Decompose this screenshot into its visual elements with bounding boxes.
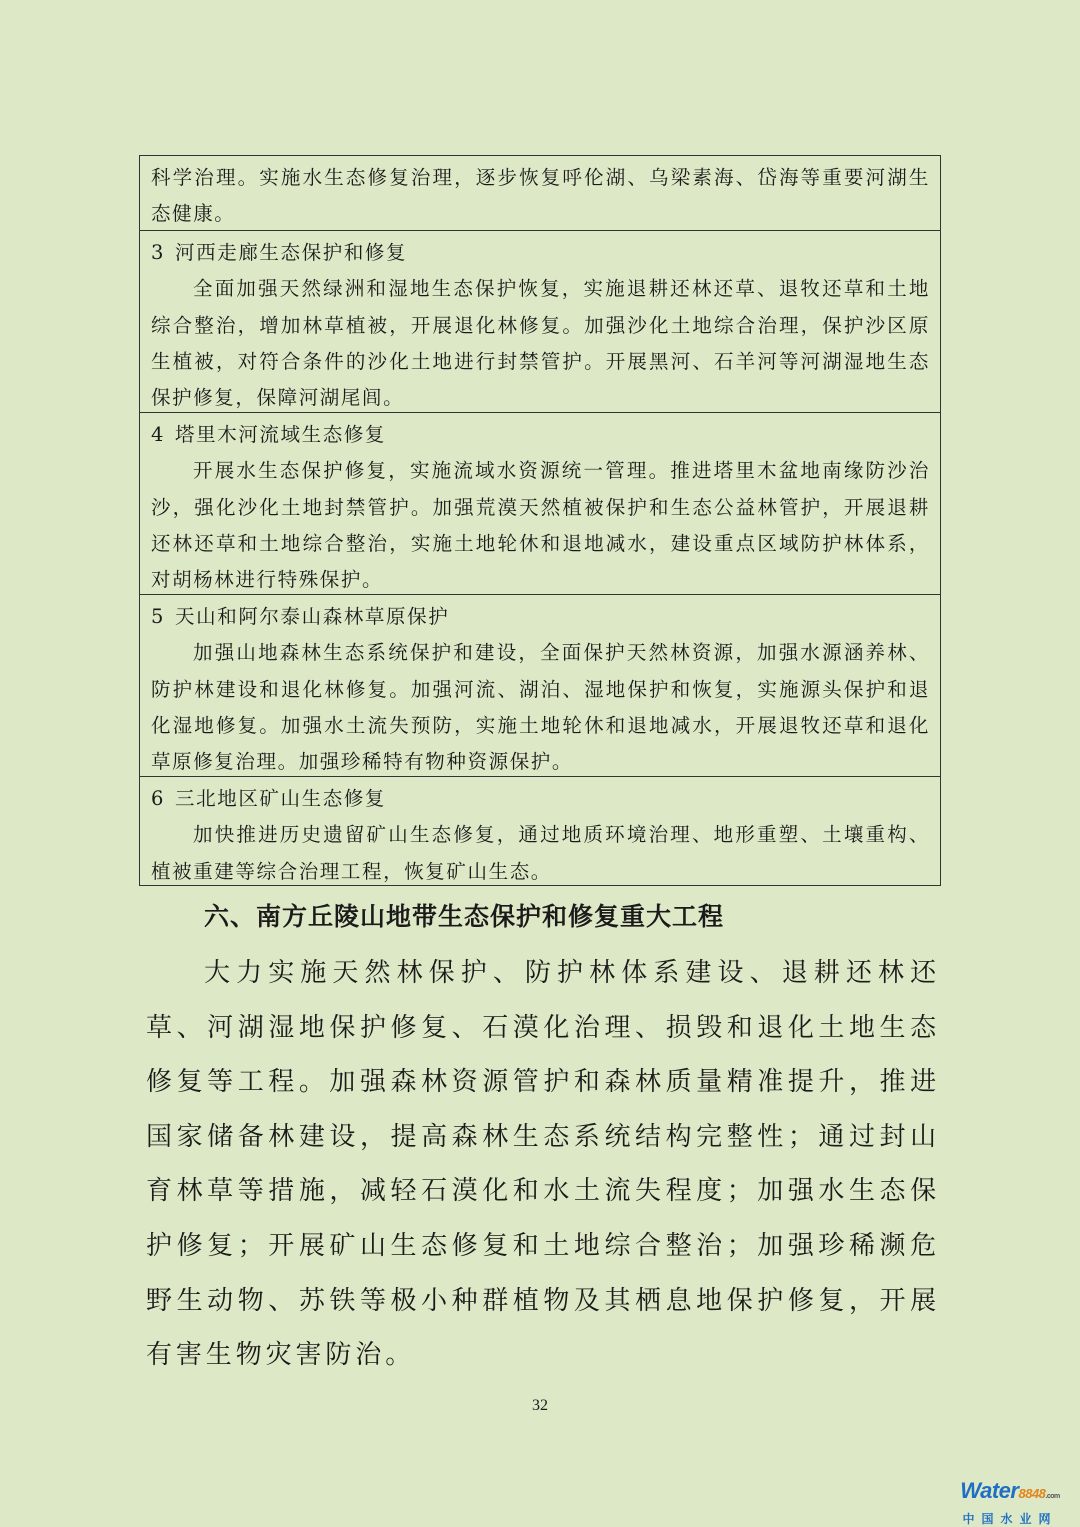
row-title: 5 天山和阿尔泰山森林草原保护 (151, 605, 450, 628)
section-paragraph: 大力实施天然林保护、防护林体系建设、退耕还林还草、河湖湿地保护修复、石漠化治理、损毁和退化土地生态修复等工程。加强森林资源管护和森林质量精准提升，推进国家储备林建设，提高森林生态系统结构完整性；通过封山育林草等措施，减轻石漠化和水土流失程度；加强水生态保护修复；开展矿山生态修复和土地综合整治；加强珍稀濒危野生动物、苏铁等极小种群植物及其栖息地保护修复，开展有害生物灾害防治。 (146, 958, 940, 1371)
project-table (139, 155, 941, 886)
row-title: 4 塔里木河流域生态修复 (151, 423, 387, 446)
watermark-logo-text: Water8848.com (960, 1478, 1060, 1503)
table-row (140, 776, 940, 885)
watermark-subtitle: 中国水业网 (962, 1512, 1058, 1526)
row-title: 3 河西走廊生态保护和修复 (151, 241, 408, 264)
page-number: 32 (532, 1397, 548, 1414)
row-title: 6 三北地区矿山生态修复 (151, 787, 387, 810)
table-row (140, 230, 940, 412)
row-body: 加强山地森林生态系统保护和建设，全面保护天然林资源，加强水源涵养林、防护林建设和退化林修复。加强河流、湖泊、湿地保护和恢复，实施源头保护和退化湿地修复。加强水土流失预防，实施土地轮休和退地减水，开展退牧还草和退化草原修复治理。加强珍稀特有物种资源保护。 (151, 641, 930, 774)
table-row (140, 594, 940, 776)
section-heading: 六、南方丘陵山地带生态保护和修复重大工程 (204, 902, 725, 931)
row-body: 开展水生态保护修复，实施流域水资源统一管理。推进塔里木盆地南缘防沙治沙，强化沙化土地封禁管护。加强荒漠天然植被保护和生态公益林管护，开展退耕还林还草和土地综合整治，实施土地轮休和退地减水，建设重点区域防护林体系，对胡杨林进行特殊保护。 (151, 459, 930, 592)
table-row-continued (140, 156, 940, 230)
table-row (140, 412, 940, 594)
watermark-logo (950, 1480, 1070, 1527)
row-body: 加快推进历史遗留矿山生态修复，通过地质环境治理、地形重塑、土壤重构、植被重建等综合治理工程，恢复矿山生态。 (151, 823, 930, 883)
row-body: 全面加强天然绿洲和湿地生态保护恢复，实施退耕还林还草、退牧还草和土地综合整治，增加林草植被，开展退化林修复。加强沙化土地综合治理，保护沙区原生植被，对符合条件的沙化土地进行封禁管护。开展黑河、石羊河等河湖湿地生态保护修复，保障河湖尾闾。 (151, 277, 930, 410)
continued-text: 科学治理。实施水生态修复治理，逐步恢复呼伦湖、乌梁素海、岱海等重要河湖生态健康。 (151, 166, 930, 226)
